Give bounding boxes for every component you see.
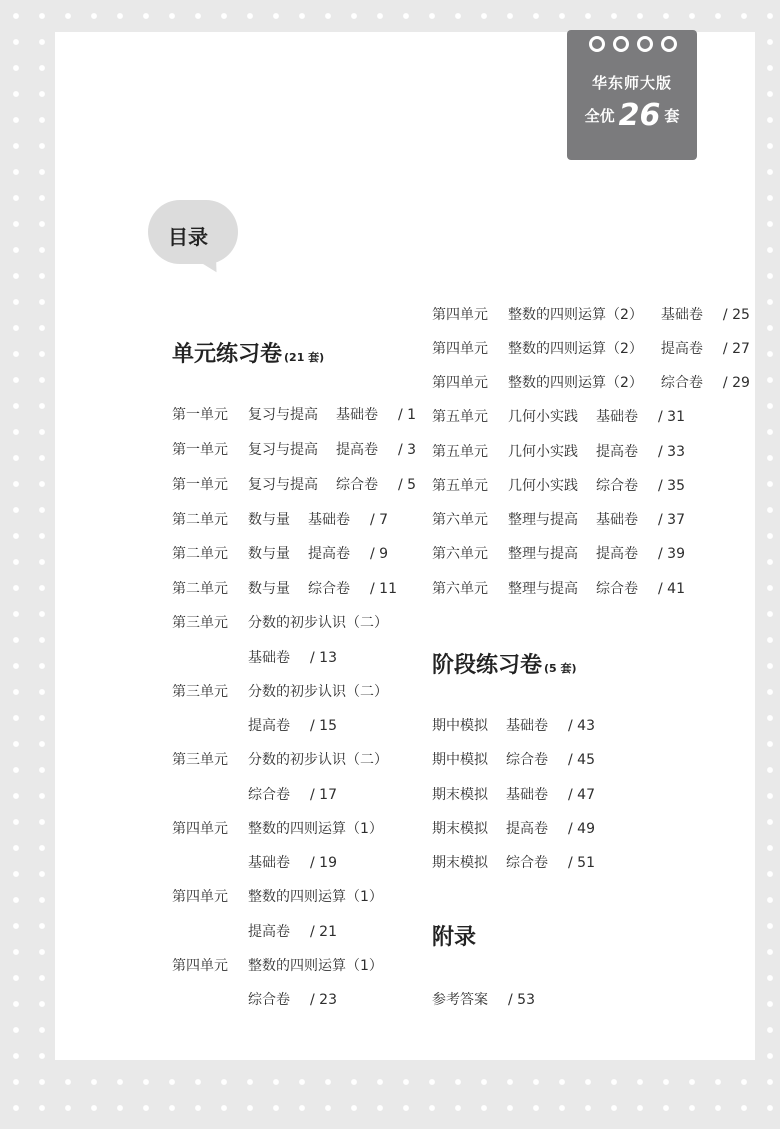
- binder-ring-icon: [589, 36, 605, 52]
- entry-page: / 7: [370, 512, 389, 528]
- entry-topic: 整数的四则运算（2）: [508, 341, 643, 357]
- entry-type: 综合卷: [506, 752, 548, 768]
- unit-section-count: (21 套): [284, 351, 325, 364]
- entry-topic: 整数的四则运算（1）: [248, 889, 383, 905]
- toc-entry[interactable]: [432, 579, 685, 599]
- entry-unit: 第二单元: [172, 581, 228, 597]
- toc-entry[interactable]: [172, 510, 388, 530]
- entry-unit: 第一单元: [172, 407, 228, 423]
- entry-unit: 第六单元: [432, 581, 488, 597]
- toc-title: 目录: [168, 225, 208, 249]
- entry-type: 基础卷: [506, 718, 548, 734]
- entry-type: 综合卷: [596, 478, 638, 494]
- toc-entry[interactable]: [172, 956, 383, 976]
- entry-unit: 第六单元: [432, 546, 488, 562]
- entry-type: 基础卷: [596, 512, 638, 528]
- entry-name: 期中模拟: [432, 718, 488, 734]
- entry-topic: 整数的四则运算（2）: [508, 307, 643, 323]
- entry-type: 基础卷: [248, 650, 290, 666]
- toc-entry-continuation[interactable]: [248, 853, 337, 873]
- entry-page: / 51: [568, 855, 595, 871]
- entry-type: 提高卷: [308, 546, 350, 562]
- toc-entry[interactable]: [172, 544, 388, 564]
- entry-page: / 47: [568, 787, 595, 803]
- entry-unit: 第四单元: [172, 821, 228, 837]
- badge-suffix: 套: [664, 107, 680, 125]
- badge-count: 26: [618, 98, 661, 133]
- toc-entry[interactable]: [172, 579, 397, 599]
- entry-page: / 19: [310, 855, 337, 871]
- appendix-section-heading: [432, 920, 476, 951]
- entry-type: 基础卷: [308, 512, 350, 528]
- entry-topic: 整数的四则运算（1）: [248, 958, 383, 974]
- entry-page: / 45: [568, 752, 595, 768]
- entry-page: / 21: [310, 924, 337, 940]
- toc-entry[interactable]: [172, 613, 388, 633]
- appendix-section-title: 附录: [432, 925, 477, 950]
- entry-type: 基础卷: [506, 787, 548, 803]
- entry-topic: 整理与提高: [508, 512, 578, 528]
- toc-entry[interactable]: [172, 682, 388, 702]
- entry-page: / 35: [658, 478, 685, 494]
- entry-type: 提高卷: [596, 444, 638, 460]
- toc-entry[interactable]: [432, 407, 685, 427]
- entry-unit: 第一单元: [172, 442, 228, 458]
- toc-entry[interactable]: [172, 750, 388, 770]
- entry-topic: 整数的四则运算（2）: [508, 375, 643, 391]
- entry-page: / 15: [310, 718, 337, 734]
- entry-topic: 整数的四则运算（1）: [248, 821, 383, 837]
- entry-unit: 第五单元: [432, 409, 488, 425]
- entry-topic: 数与量: [248, 581, 290, 597]
- entry-topic: 复习与提高: [248, 477, 318, 493]
- binder-ring-icon: [613, 36, 629, 52]
- entry-topic: 数与量: [248, 512, 290, 528]
- entry-unit: 第六单元: [432, 512, 488, 528]
- entry-type: 基础卷: [660, 307, 703, 323]
- entry-unit: 第五单元: [432, 444, 488, 460]
- entry-page: / 5: [398, 477, 417, 493]
- entry-name: 期中模拟: [432, 752, 488, 768]
- entry-type: 提高卷: [248, 718, 290, 734]
- entry-page: / 1: [398, 407, 417, 423]
- entry-type: 提高卷: [596, 546, 638, 562]
- stage-section-title: 阶段练习卷: [432, 653, 543, 678]
- toc-entry-continuation[interactable]: [248, 785, 337, 805]
- entry-topic: 几何小实践: [508, 478, 578, 494]
- entry-topic: 整理与提高: [508, 546, 578, 562]
- entry-type: 综合卷: [248, 787, 290, 803]
- stage-section-heading: [432, 648, 577, 679]
- entry-topic: 分数的初步认识（二）: [248, 752, 388, 768]
- entry-name: 期末模拟: [432, 821, 488, 837]
- unit-section-title: 单元练习卷: [172, 342, 283, 367]
- entry-topic: 数与量: [248, 546, 290, 562]
- toc-entry[interactable]: [432, 853, 595, 873]
- toc-entry[interactable]: [432, 544, 685, 564]
- toc-entry-continuation[interactable]: [248, 990, 337, 1010]
- badge-prefix: 全优: [584, 107, 615, 125]
- entry-unit: 第四单元: [432, 307, 488, 323]
- entry-topic: 分数的初步认识（二）: [248, 684, 388, 700]
- entry-name: 期末模拟: [432, 787, 488, 803]
- entry-page: / 27: [722, 341, 750, 357]
- edition-badge: [567, 30, 697, 160]
- entry-page: / 53: [508, 992, 535, 1008]
- entry-page: / 9: [370, 546, 389, 562]
- entry-page: / 43: [568, 718, 595, 734]
- entry-unit: 第四单元: [172, 889, 228, 905]
- toc-entry[interactable]: [432, 476, 685, 496]
- stage-section-count: (5 套): [544, 662, 577, 675]
- entry-unit: 第二单元: [172, 546, 228, 562]
- entry-type: 基础卷: [248, 855, 290, 871]
- entry-type: 综合卷: [596, 581, 638, 597]
- entry-page: / 41: [658, 581, 685, 597]
- entry-topic: 分数的初步认识（二）: [248, 615, 388, 631]
- entry-page: / 23: [310, 992, 337, 1008]
- binder-ring-icon: [637, 36, 653, 52]
- toc-entry[interactable]: [432, 785, 595, 805]
- toc-entry[interactable]: [172, 405, 416, 425]
- entry-page: / 13: [310, 650, 337, 666]
- toc-entry[interactable]: [432, 990, 535, 1010]
- entry-type: 提高卷: [248, 924, 290, 940]
- entry-unit: 第五单元: [432, 478, 488, 494]
- entry-name: 参考答案: [432, 992, 488, 1008]
- entry-page: / 25: [722, 307, 750, 323]
- entry-topic: 几何小实践: [508, 409, 578, 425]
- entry-page: / 39: [658, 546, 685, 562]
- entry-unit: 第四单元: [172, 958, 228, 974]
- entry-page: / 33: [658, 444, 685, 460]
- entry-type: 提高卷: [336, 442, 378, 458]
- entry-page: / 29: [722, 375, 750, 391]
- entry-unit: 第一单元: [172, 477, 228, 493]
- badge-count-line: [567, 98, 697, 133]
- entry-topic: 复习与提高: [248, 407, 318, 423]
- toc-entry[interactable]: [432, 373, 750, 393]
- entry-type: 综合卷: [308, 581, 350, 597]
- toc-entry[interactable]: [432, 339, 750, 359]
- toc-entry[interactable]: [172, 440, 416, 460]
- unit-section-heading: [172, 337, 324, 368]
- toc-entry-continuation[interactable]: [248, 648, 337, 668]
- entry-unit: 第四单元: [432, 341, 488, 357]
- entry-name: 期末模拟: [432, 855, 488, 871]
- entry-topic: 复习与提高: [248, 442, 318, 458]
- toc-entry-continuation[interactable]: [248, 922, 337, 942]
- entry-type: 提高卷: [506, 821, 548, 837]
- entry-page: / 49: [568, 821, 595, 837]
- entry-unit: 第四单元: [432, 375, 488, 391]
- entry-topic: 几何小实践: [508, 444, 578, 460]
- entry-page: / 37: [658, 512, 685, 528]
- entry-type: 综合卷: [660, 375, 703, 391]
- toc-entry[interactable]: [432, 442, 685, 462]
- entry-page: / 3: [398, 442, 417, 458]
- entry-page: / 31: [658, 409, 685, 425]
- binder-ring-icon: [661, 36, 677, 52]
- toc-entry[interactable]: [432, 510, 685, 530]
- badge-edition: 华东师大版: [591, 74, 672, 92]
- toc-entry[interactable]: [172, 475, 416, 495]
- entry-type: 基础卷: [336, 407, 378, 423]
- toc-entry-continuation[interactable]: [248, 716, 337, 736]
- entry-type: 综合卷: [336, 477, 378, 493]
- entry-unit: 第三单元: [172, 615, 228, 631]
- toc-entry[interactable]: [172, 887, 383, 907]
- toc-entry[interactable]: [432, 716, 595, 736]
- entry-type: 提高卷: [660, 341, 703, 357]
- entry-page: / 17: [310, 787, 337, 803]
- entry-type: 综合卷: [248, 992, 290, 1008]
- entry-topic: 整理与提高: [508, 581, 578, 597]
- entry-type: 基础卷: [596, 409, 638, 425]
- toc-entry[interactable]: [432, 305, 750, 325]
- toc-entry[interactable]: [432, 750, 595, 770]
- toc-entry[interactable]: [172, 819, 383, 839]
- entry-page: / 11: [370, 581, 397, 597]
- toc-entry[interactable]: [432, 819, 595, 839]
- entry-unit: 第三单元: [172, 752, 228, 768]
- entry-type: 综合卷: [506, 855, 548, 871]
- entry-unit: 第二单元: [172, 512, 228, 528]
- entry-unit: 第三单元: [172, 684, 228, 700]
